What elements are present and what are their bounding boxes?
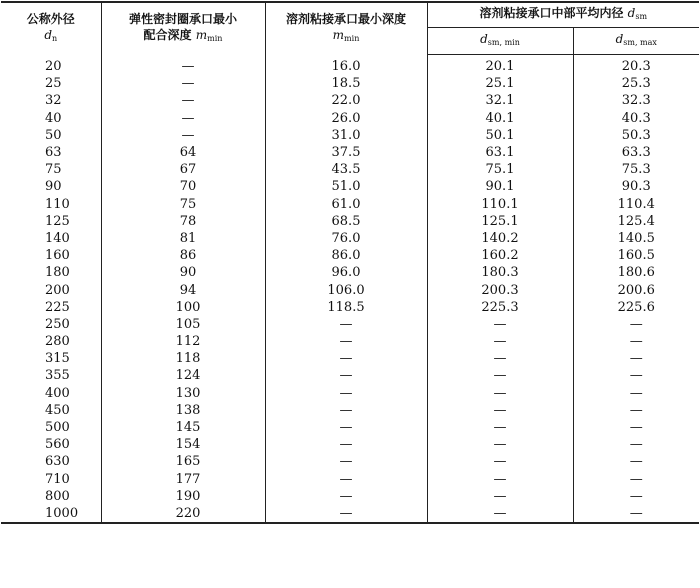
cell-nominal-diameter: 710 [1,471,101,488]
cell-dsm-max: 75.3 [621,162,651,178]
cell-solvent-depth: 16.0 [265,55,427,76]
cell-seal-ring-depth: 154 [101,436,265,453]
cell-seal-ring-depth: 124 [101,367,265,384]
cell-nominal-diameter: 630 [1,453,101,470]
cell-solvent-depth: — [265,402,427,419]
cell-solvent-depth: 22.0 [265,92,427,109]
table-row [1,247,699,264]
cell-dsm-min: 225.3 [427,299,573,316]
cell-solvent-depth: — [265,505,427,523]
cell-solvent-depth: 18.5 [265,75,427,92]
cell-nominal-diameter: 800 [1,488,101,505]
table-row [1,161,699,178]
cell-solvent-depth: — [265,453,427,470]
header-solvent-depth-label: 溶剂粘接承口最小深度 [285,11,406,26]
cell-dsm-min: 140.2 [427,230,573,247]
header-dsm-max-symbol: d [615,32,624,46]
cell-nominal-diameter: 250 [1,316,101,333]
cell-seal-ring-depth: 190 [101,488,265,505]
cell-dsm-min: 75.1 [427,161,573,178]
cell-nominal-diameter: 32 [1,92,101,109]
cell-dsm-max: — [629,385,643,401]
cell-dsm-min: 180.3 [427,264,573,281]
table-row [1,402,699,419]
cell-solvent-depth: 31.0 [265,127,427,144]
cell-dsm-max: 32.3 [621,93,651,109]
cell-dsm-max: 50.3 [621,127,651,143]
cell-solvent-depth: 26.0 [265,110,427,127]
cell-dsm-max: — [629,402,643,418]
cell-seal-ring-depth: 105 [101,316,265,333]
cell-nominal-diameter: 20 [1,55,101,76]
table-row [1,230,699,247]
cell-dsm-min: 200.3 [427,281,573,298]
header-dsm-max-sub: sm, max [623,38,657,47]
header-dsm-min [427,28,573,55]
cell-dsm-min: 63.1 [427,144,573,161]
cell-dsm-max: — [629,420,643,436]
cell-nominal-diameter: 140 [1,230,101,247]
cell-nominal-diameter: 315 [1,350,101,367]
cell-solvent-depth: 61.0 [265,196,427,213]
table-row [1,178,699,195]
cell-solvent-depth: — [265,488,427,505]
cell-solvent-depth: 76.0 [265,230,427,247]
cell-solvent-depth: — [265,471,427,488]
cell-seal-ring-depth: 112 [101,333,265,350]
cell-dsm-max: — [629,368,643,384]
cell-dsm-max: — [629,488,643,504]
header-dsm-min-sub: sm, min [487,38,520,47]
table-row [1,505,699,523]
cell-dsm-max: 225.6 [617,299,655,315]
cell-dsm-max: — [629,316,643,332]
cell-dsm-min: — [427,385,573,402]
header-mean-inner-diameter-symbol: d [627,6,636,20]
cell-seal-ring-depth: 130 [101,385,265,402]
table-row [1,55,699,76]
cell-solvent-depth: — [265,436,427,453]
cell-seal-ring-depth: 78 [101,213,265,230]
header-mean-inner-diameter-sub: sm [635,12,648,21]
cell-dsm-min: — [427,471,573,488]
cell-nominal-diameter: 63 [1,144,101,161]
cell-dsm-min: — [427,436,573,453]
cell-nominal-diameter: 110 [1,196,101,213]
table-row [1,110,699,127]
cell-dsm-min: — [427,453,573,470]
cell-dsm-max: — [629,471,643,487]
cell-dsm-max: 63.3 [621,145,651,161]
header-seal-ring-depth-symbol: m [195,27,208,42]
cell-solvent-depth: 43.5 [265,161,427,178]
table-row [1,213,699,230]
cell-dsm-max: 140.5 [617,230,655,246]
cell-nominal-diameter: 180 [1,264,101,281]
cell-solvent-depth: — [265,419,427,436]
cell-seal-ring-depth: — [101,55,265,76]
table-row [1,453,699,470]
table-row [1,316,699,333]
cell-nominal-diameter: 25 [1,75,101,92]
cell-dsm-min: 25.1 [427,75,573,92]
cell-nominal-diameter: 450 [1,402,101,419]
header-nominal-diameter-sub: n [52,33,58,43]
cell-dsm-max: 110.4 [617,196,655,212]
cell-seal-ring-depth: 90 [101,264,265,281]
cell-nominal-diameter: 280 [1,333,101,350]
header-solvent-depth [265,2,427,55]
table-row [1,281,699,298]
cell-dsm-min: 125.1 [427,213,573,230]
cell-dsm-min: — [427,316,573,333]
table-body [1,55,699,524]
table-row [1,75,699,92]
cell-seal-ring-depth: — [101,127,265,144]
cell-seal-ring-depth: — [101,75,265,92]
cell-nominal-diameter: 500 [1,419,101,436]
cell-seal-ring-depth: 67 [101,161,265,178]
cell-nominal-diameter: 400 [1,385,101,402]
cell-dsm-max: 25.3 [621,76,651,92]
header-seal-ring-depth-line1: 弹性密封圈承口最小 [128,11,237,26]
cell-dsm-max: 160.5 [617,248,655,264]
header-solvent-depth-symbol: m [332,27,345,42]
header-dsm-min-symbol: d [480,32,488,46]
cell-dsm-max: — [629,437,643,453]
cell-seal-ring-depth: — [101,92,265,109]
cell-solvent-depth: 37.5 [265,144,427,161]
header-mean-inner-diameter-label: 溶剂粘接承口中部平均内径 [479,6,624,20]
cell-solvent-depth: — [265,350,427,367]
cell-nominal-diameter: 50 [1,127,101,144]
table-row [1,92,699,109]
cell-seal-ring-depth: 118 [101,350,265,367]
cell-nominal-diameter: 125 [1,213,101,230]
cell-dsm-max: 180.6 [617,265,655,281]
cell-dsm-max: — [629,454,643,470]
cell-dsm-min: 90.1 [427,178,573,195]
cell-seal-ring-depth: 70 [101,178,265,195]
header-seal-ring-depth-sub: min [207,33,223,43]
header-nominal-diameter-symbol: d [44,27,53,42]
cell-nominal-diameter: 560 [1,436,101,453]
cell-seal-ring-depth: 75 [101,196,265,213]
header-nominal-diameter [1,2,101,55]
cell-dsm-max: 125.4 [617,213,655,229]
cell-seal-ring-depth: 220 [101,505,265,523]
table-row [1,488,699,505]
header-seal-ring-depth [101,2,265,55]
cell-nominal-diameter: 90 [1,178,101,195]
cell-seal-ring-depth: 94 [101,281,265,298]
table-row [1,127,699,144]
cell-nominal-diameter: 200 [1,281,101,298]
header-solvent-depth-sub: min [344,33,360,43]
cell-dsm-min: — [427,333,573,350]
table-row [1,299,699,316]
cell-dsm-min: 40.1 [427,110,573,127]
header-nominal-diameter-label: 公称外径 [26,11,75,26]
cell-dsm-max: 20.3 [621,59,651,75]
cell-dsm-max: — [573,505,699,523]
cell-dsm-min: — [427,402,573,419]
cell-solvent-depth: — [265,385,427,402]
cell-nominal-diameter: 160 [1,247,101,264]
table-row [1,350,699,367]
cell-nominal-diameter: 355 [1,367,101,384]
cell-dsm-max: 40.3 [621,110,651,126]
cell-dsm-min: — [427,367,573,384]
cell-seal-ring-depth: 100 [101,299,265,316]
table-row [1,333,699,350]
cell-dsm-min: 50.1 [427,127,573,144]
cell-dsm-min: 110.1 [427,196,573,213]
cell-dsm-min: — [427,488,573,505]
cell-solvent-depth: 106.0 [265,281,427,298]
cell-solvent-depth: 86.0 [265,247,427,264]
table-row [1,196,699,213]
cell-nominal-diameter: 225 [1,299,101,316]
cell-seal-ring-depth: — [101,110,265,127]
cell-dsm-min: 160.2 [427,247,573,264]
cell-solvent-depth: 96.0 [265,264,427,281]
cell-solvent-depth: 51.0 [265,178,427,195]
cell-dsm-max: 200.6 [617,282,655,298]
cell-seal-ring-depth: 145 [101,419,265,436]
cell-seal-ring-depth: 86 [101,247,265,264]
cell-solvent-depth: — [265,367,427,384]
cell-dsm-min: — [427,505,573,523]
socket-dimension-table [1,1,699,524]
cell-dsm-min: — [427,419,573,436]
cell-nominal-diameter: 75 [1,161,101,178]
cell-seal-ring-depth: 165 [101,453,265,470]
cell-solvent-depth: — [265,333,427,350]
cell-solvent-depth: 118.5 [265,299,427,316]
table-row [1,385,699,402]
header-mean-inner-diameter-group [427,2,699,28]
table-row [1,264,699,281]
table-row [1,436,699,453]
cell-dsm-max: — [629,351,643,367]
cell-dsm-min: — [427,350,573,367]
cell-seal-ring-depth: 81 [101,230,265,247]
header-dsm-max [573,28,699,55]
cell-dsm-min: 20.1 [427,55,573,76]
cell-solvent-depth: — [265,316,427,333]
cell-seal-ring-depth: 138 [101,402,265,419]
cell-nominal-diameter: 1000 [1,505,101,523]
cell-dsm-max: 90.3 [621,179,651,195]
cell-solvent-depth: 68.5 [265,213,427,230]
table-row [1,367,699,384]
table-row [1,419,699,436]
table-row [1,144,699,161]
cell-dsm-max: — [629,334,643,350]
cell-seal-ring-depth: 64 [101,144,265,161]
cell-nominal-diameter: 40 [1,110,101,127]
cell-seal-ring-depth: 177 [101,471,265,488]
cell-dsm-min: 32.1 [427,92,573,109]
table-row [1,471,699,488]
header-seal-ring-depth-line2: 配合深度 [143,27,192,42]
